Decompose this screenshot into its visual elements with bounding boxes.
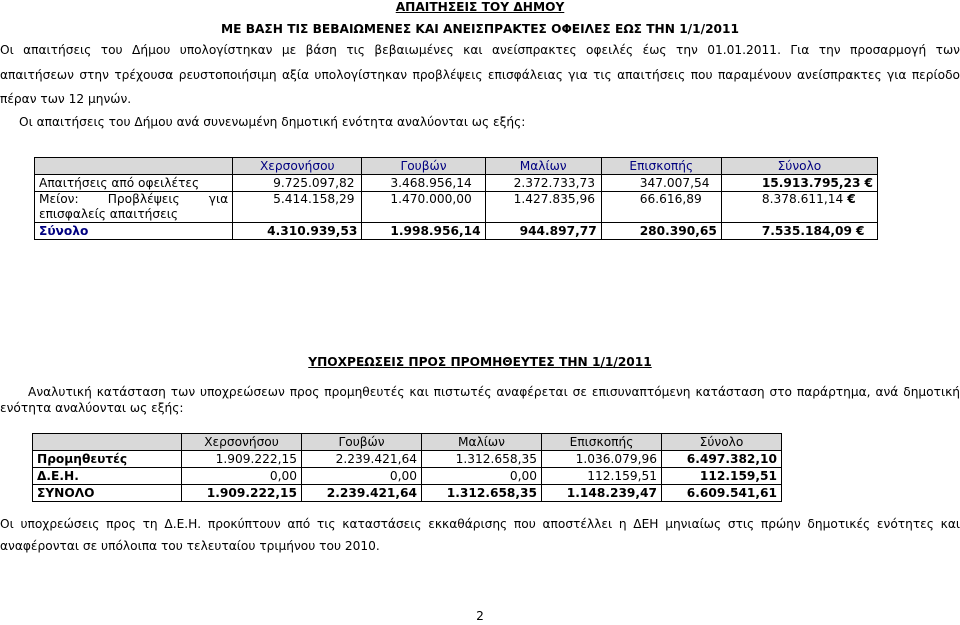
- header-cell: Χερσονήσου: [182, 434, 302, 451]
- table-row: [33, 451, 782, 468]
- header-cell: Μαλίων: [422, 434, 542, 451]
- table-cell: 0,00: [182, 468, 302, 485]
- table-total-row: [35, 223, 878, 240]
- total-value: 8.378.611,14: [761, 192, 844, 206]
- table-cell: 4.310.939,53: [233, 223, 362, 240]
- row-label-part: Προβλέψεις: [107, 192, 180, 206]
- table-header-row: [33, 434, 782, 451]
- table-cell: 0,00: [302, 468, 422, 485]
- table-total-row: [33, 485, 782, 502]
- table-row: [35, 192, 878, 223]
- table-cell: 944.897,77: [485, 223, 601, 240]
- para1-line1: Οι απαιτήσεις του Δήμου υπολογίστηκαν με βάση τις βεβαιωμένες και ανείσπρακτες οφειλές έως την 01.01.2011. Για την προσαρμογή των: [0, 43, 960, 57]
- table-cell: 1.312.658,35: [422, 451, 542, 468]
- page-number: 2: [476, 609, 484, 623]
- header-cell: Σύνολο: [662, 434, 782, 451]
- table-cell: 1.909.222,15: [182, 451, 302, 468]
- table-cell: 1.470.000,00: [362, 192, 485, 223]
- total-value: 7.535.184,09: [761, 223, 853, 238]
- table-cell: 9.725.097,82: [233, 175, 362, 192]
- header-cell: Χερσονήσου: [233, 158, 362, 175]
- table-cell: 280.390,65: [601, 223, 721, 240]
- euro-icon: €: [847, 192, 856, 206]
- table-cell: 2.372.733,73: [485, 175, 601, 192]
- table-cell: 6.497.382,10: [662, 451, 782, 468]
- table-cell: 66.616,89: [601, 192, 721, 223]
- header-cell: Επισκοπής: [542, 434, 662, 451]
- table-cell: [721, 192, 877, 223]
- table-row: [35, 175, 878, 192]
- euro-icon: €: [864, 175, 873, 190]
- header-cell: [33, 434, 182, 451]
- para1-line3: πέραν των 12 μηνών.: [0, 92, 132, 106]
- section2-title: ΥΠΟΧΡΕΩΣΕΙΣ ΠΡΟΣ ΠΡΟΜΗΘΕΥΤΕΣ ΤΗΝ 1/1/2011: [308, 355, 652, 369]
- table-cell: 0,00: [422, 468, 542, 485]
- total-value: 15.913.795,23: [761, 175, 861, 190]
- footer-line1: Οι υποχρεώσεις προς τη Δ.Ε.Η. προκύπτουν από τις καταστάσεις εκκαθάρισης που αποστέλλει η ΔΕΗ μηνιαίως στις πρώην δημοτικές ενότητες και: [0, 517, 960, 531]
- para3-line1: Αναλυτική κατάσταση των υποχρεώσεων προς προμηθευτές και πιστωτές αναφέρεται σε επισυναπτόμενη κατάσταση στο παράρτημα, ανά δημοτική: [28, 385, 960, 399]
- header-cell: Μαλίων: [485, 158, 601, 175]
- para1-line2: απαιτήσεων στην τρέχουσα ρευστοποιήσιμη αξία υπολογίστηκαν προβλέψεις επισφάλειας για τις απαιτήσεις που παραμένουν ανείσπρακτες για περίοδο: [0, 68, 960, 82]
- table-cell: 1.148.239,47: [542, 485, 662, 502]
- header-cell: Σύνολο: [721, 158, 877, 175]
- para2: Οι απαιτήσεις του Δήμου ανά συνενωμένη δημοτική ενότητα αναλύονται ως εξής:: [19, 115, 526, 129]
- row-label: [35, 192, 233, 223]
- table-cell: 112.159,51: [542, 468, 662, 485]
- table-cell: [721, 223, 877, 240]
- table-cell: 1.998.956,14: [362, 223, 485, 240]
- table-cell: 1.312.658,35: [422, 485, 542, 502]
- table-cell: 5.414.158,29: [233, 192, 362, 223]
- header-cell: [35, 158, 233, 175]
- table-cell: [721, 175, 877, 192]
- table-header-row: [35, 158, 878, 175]
- footer-line2: αναφέρονται σε υπόλοιπα του τελευταίου τριμήνου του 2010.: [0, 539, 380, 553]
- table-cell: 6.609.541,61: [662, 485, 782, 502]
- header-cell: Γουβών: [362, 158, 485, 175]
- header-cell: Γουβών: [302, 434, 422, 451]
- table-cell: 1.909.222,15: [182, 485, 302, 502]
- header-cell: Επισκοπής: [601, 158, 721, 175]
- table-cell: 112.159,51: [662, 468, 782, 485]
- row-label-part: Μείον:: [39, 192, 79, 206]
- para3-line2: ενότητα αναλύονται ως εξής:: [0, 401, 184, 415]
- row-label-line2: επισφαλείς απαιτήσεις: [39, 207, 178, 221]
- row-label: Σύνολο: [35, 223, 233, 240]
- table-cell: 2.239.421,64: [302, 485, 422, 502]
- euro-icon: €: [856, 223, 865, 238]
- table-cell: 1.036.079,96: [542, 451, 662, 468]
- row-label: Δ.Ε.Η.: [33, 468, 182, 485]
- section1-subtitle: ΜΕ ΒΑΣΗ ΤΙΣ ΒΕΒΑΙΩΜΕΝΕΣ ΚΑΙ ΑΝΕΙΣΠΡΑΚΤΕΣ ΟΦΕΙΛΕΣ ΕΩΣ ΤΗΝ 1/1/2011: [221, 22, 739, 36]
- table-cell: 2.239.421,64: [302, 451, 422, 468]
- row-label: Απαιτήσεις από οφειλέτες: [35, 175, 233, 192]
- payables-table: [32, 433, 782, 502]
- row-label-line1: [39, 192, 228, 207]
- row-label-part: για: [208, 192, 229, 206]
- table-cell: 1.427.835,96: [485, 192, 601, 223]
- table-cell: 3.468.956,14: [362, 175, 485, 192]
- table-cell: 347.007,54: [601, 175, 721, 192]
- row-label: Προμηθευτές: [33, 451, 182, 468]
- row-label: ΣΥΝΟΛΟ: [33, 485, 182, 502]
- section1-title: ΑΠΑΙΤΗΣΕΙΣ ΤΟΥ ΔΗΜΟΥ: [395, 0, 565, 14]
- receivables-table: [34, 157, 878, 240]
- table-row: [33, 468, 782, 485]
